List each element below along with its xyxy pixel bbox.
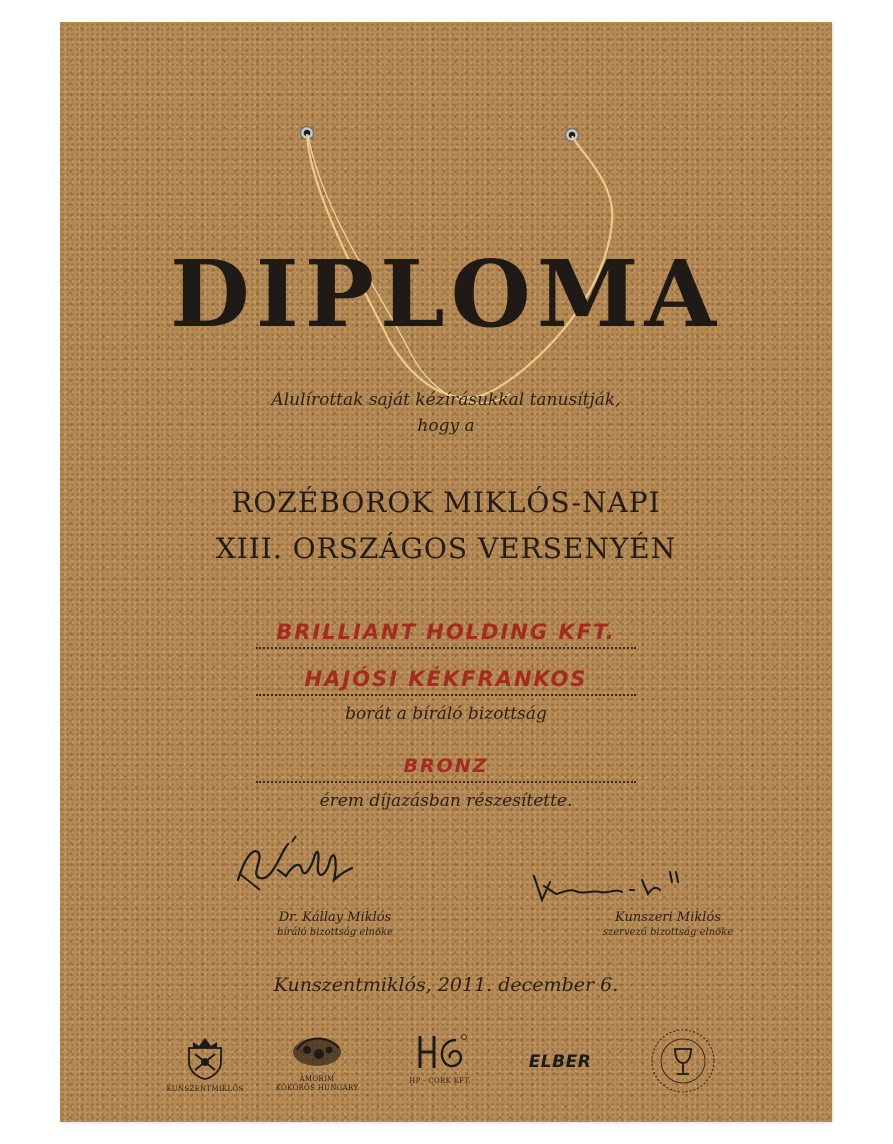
amorim-caption-2: KÖKÖRÖS HUNGARY: [275, 1084, 359, 1092]
cork-bunch-icon: [287, 1030, 347, 1070]
right-signatory-role: szervező bizottság elnöke: [602, 927, 734, 938]
intro-line-2: hogy a: [417, 416, 475, 436]
wine-glass-seal-icon: [649, 1027, 717, 1095]
place-date: Kunszentmiklós, 2011. december 6.: [273, 974, 619, 996]
hp-monogram-icon: [410, 1032, 470, 1072]
company-dotted-line: [256, 647, 636, 649]
hp-cork-logo: [400, 1032, 480, 1085]
crest-caption: KUNSZENTMIKLÓS: [166, 1085, 244, 1093]
elber-logo: [515, 1052, 605, 1072]
competition-line-1: ROZÉBOROK MIKLÓS-NAPI: [231, 486, 661, 519]
left-signatory-role: bíráló bizottság elnöke: [277, 927, 393, 938]
left-signatory: [205, 910, 465, 938]
amorim-cork-logo: [272, 1030, 362, 1092]
award-level: BRONZ: [403, 755, 489, 777]
hp-cork-caption: HP - CORK KFT.: [409, 1077, 471, 1085]
right-signature: [530, 864, 690, 909]
wine-name: HAJÓSI KÉKFRANKOS: [304, 667, 588, 691]
amorim-caption-1: AMORIM: [299, 1075, 335, 1083]
left-signature: [230, 830, 360, 900]
diploma-card: [60, 22, 832, 1122]
company-name: BRILLIANT HOLDING KFT.: [276, 620, 616, 644]
competition-line-2: XIII. ORSZÁGOS VERSENYÉN: [215, 532, 677, 565]
intro-line-1: Alulírottak saját kézírásukkal tanusítják,: [271, 390, 621, 410]
medal-text: érem díjazásban részesítette.: [319, 791, 573, 811]
right-eyelet: [565, 128, 579, 142]
left-signatory-name: Dr. Kállay Miklós: [278, 910, 392, 925]
committee-text: borát a bíráló bizottság: [345, 704, 547, 724]
hanging-string: [60, 22, 832, 1122]
wine-dotted-line: [256, 694, 636, 696]
award-dotted-line: [256, 781, 636, 783]
crest-icon: [183, 1034, 227, 1080]
kunszentmiklos-crest-logo: [160, 1034, 250, 1093]
left-eyelet: [300, 126, 314, 140]
diploma-title: DIPLOMA: [169, 240, 723, 348]
right-signatory-name: Kunszeri Miklós: [615, 910, 721, 925]
wine-order-seal-logo: [648, 1027, 718, 1097]
elber-wordmark: ELBER: [528, 1052, 592, 1072]
right-signatory: [538, 910, 798, 938]
